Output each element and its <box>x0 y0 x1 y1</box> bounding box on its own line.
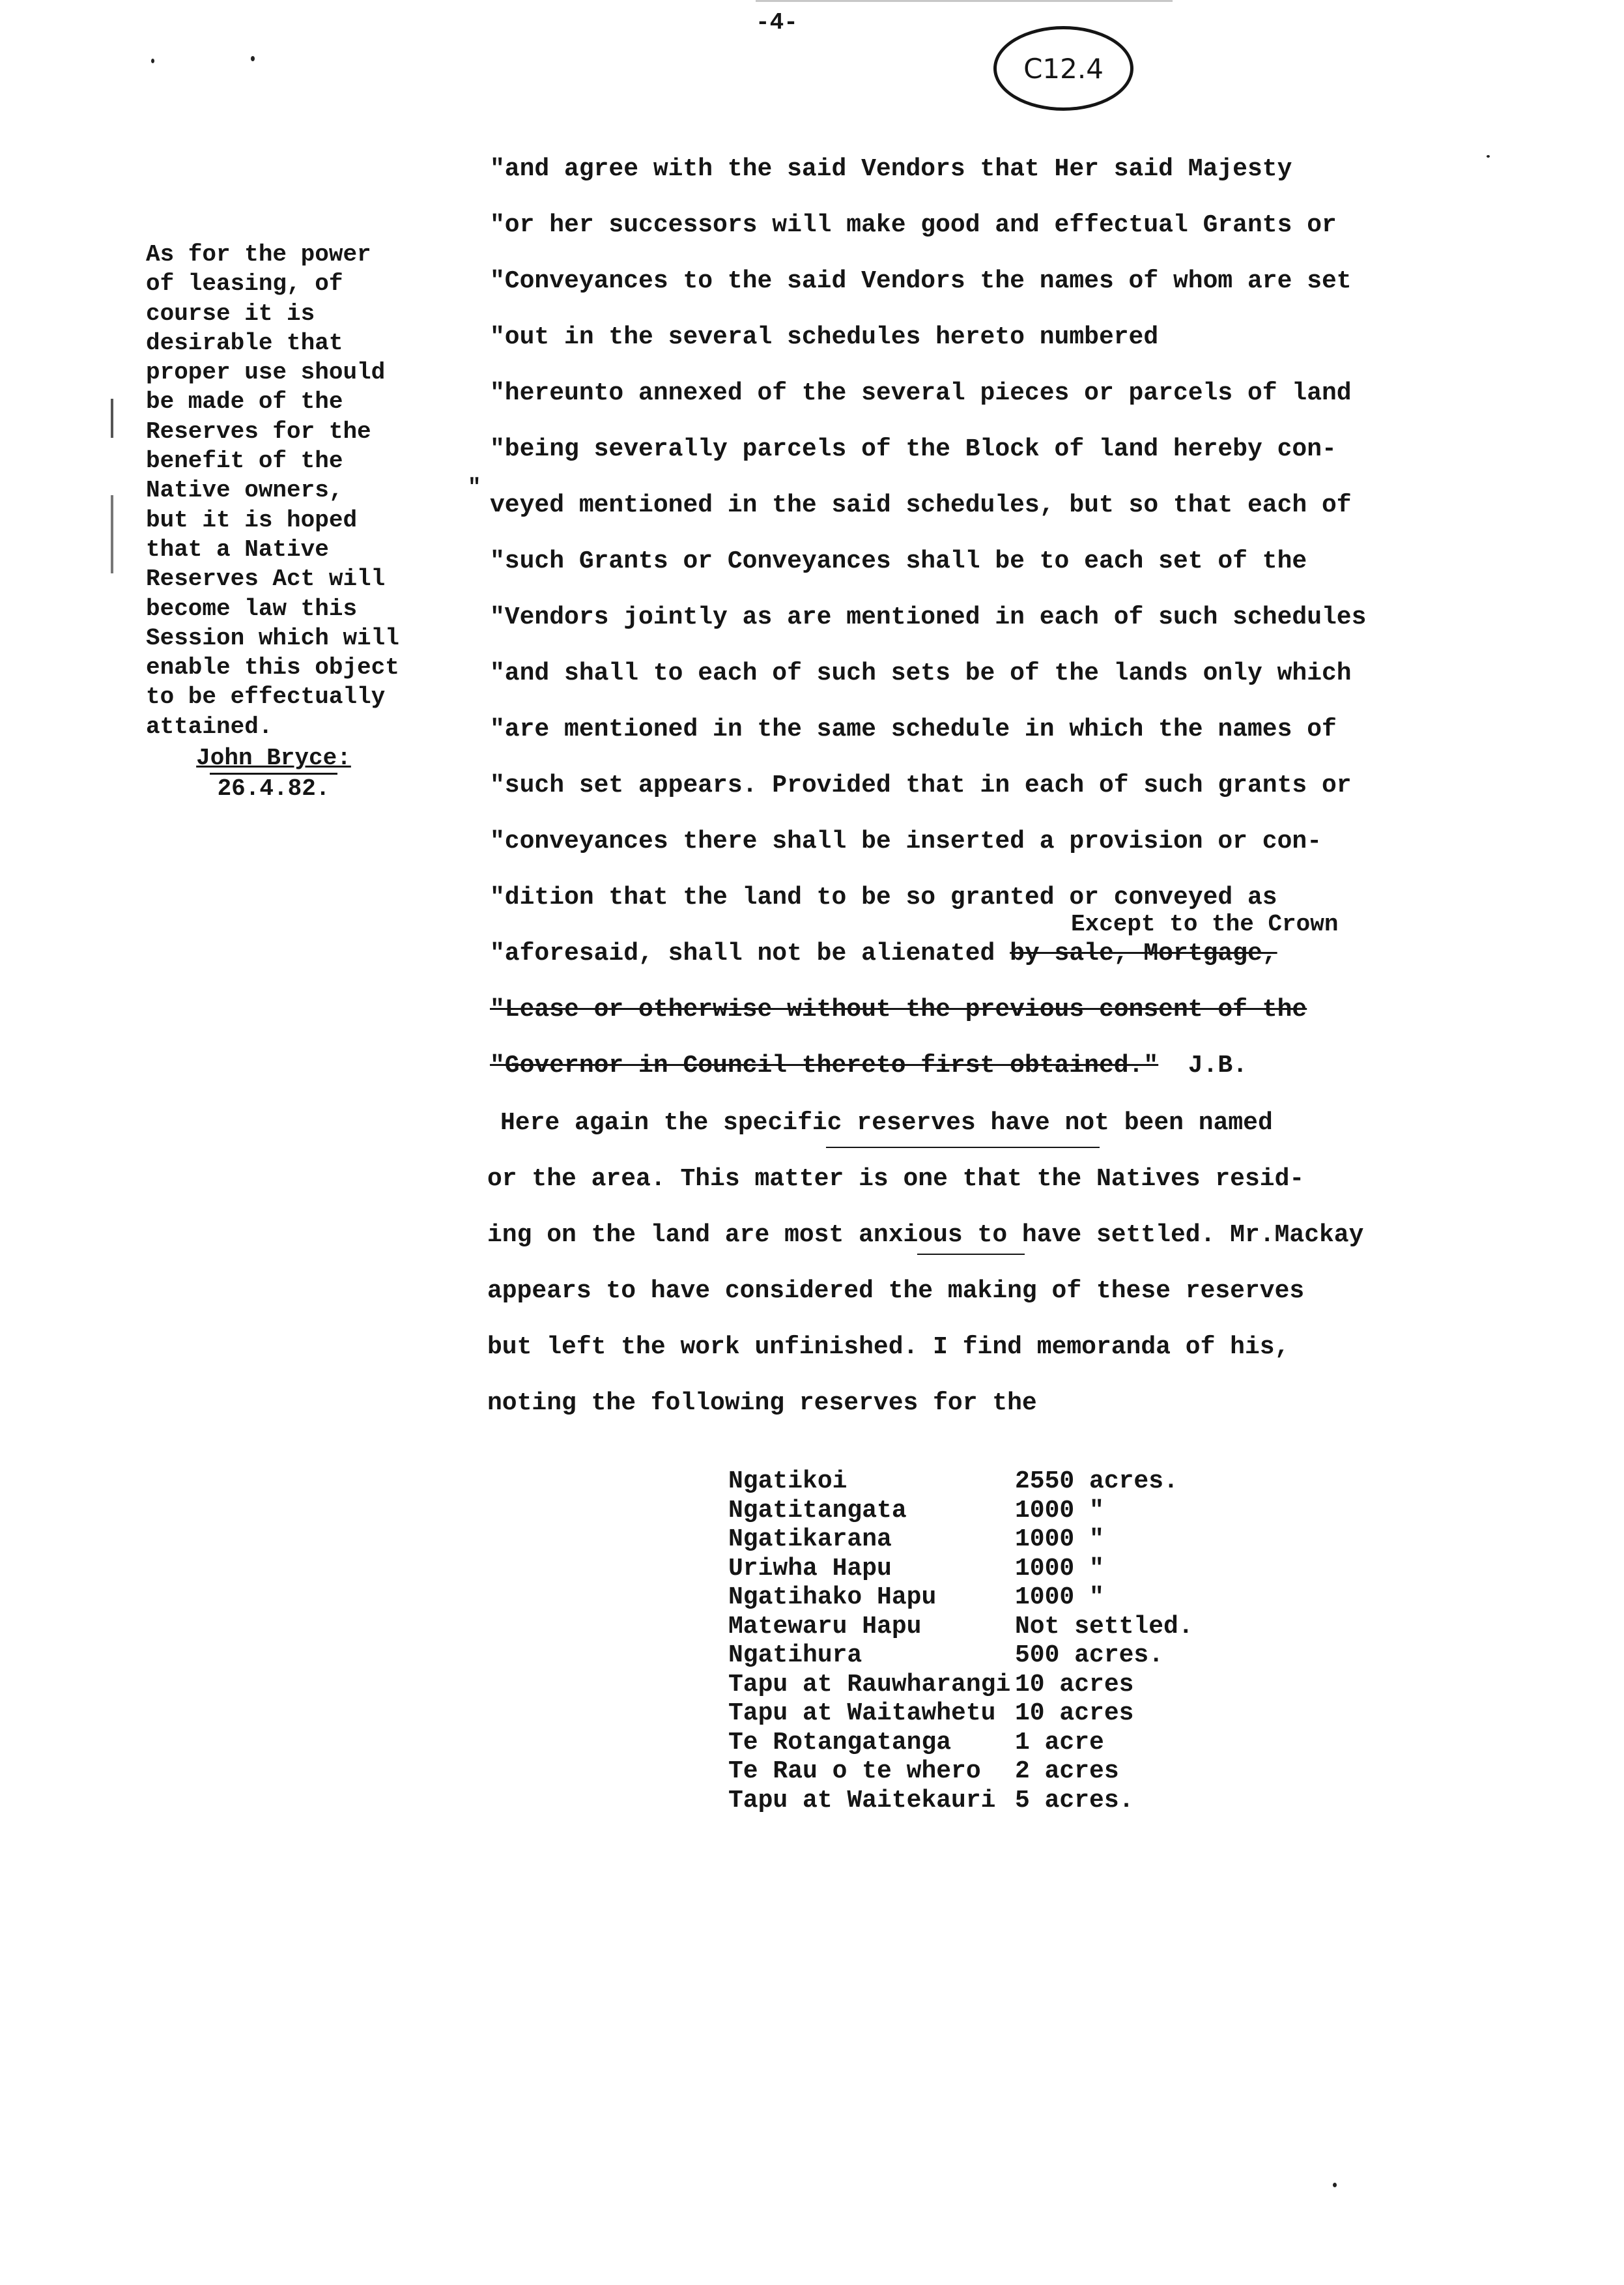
clause-line: "and agree with the said Vendors that Her said Majesty <box>490 155 1292 183</box>
clause-line: "hereunto annexed of the several pieces or parcels of land <box>490 379 1352 407</box>
clause-line: "dition that the land to be so granted or conveyed as <box>490 884 1277 912</box>
reserve-area: 1 acre <box>1015 1728 1104 1757</box>
reserve-area: 5 acres. <box>1015 1786 1134 1815</box>
pencil-underline <box>826 1147 1100 1148</box>
paragraph-line: Here again the specific reserves have not been named <box>500 1109 1273 1137</box>
clause-line-amended <box>490 1052 1247 1080</box>
reserve-place: Matewaru Hapu <box>728 1612 922 1641</box>
reserve-area: 1000 " <box>1015 1525 1104 1553</box>
table-row <box>728 1729 1262 1758</box>
clause-line: "out in the several schedules hereto numbered <box>490 323 1159 351</box>
table-row <box>728 1613 1262 1642</box>
scan-speck <box>111 495 113 573</box>
reserve-area: Not settled. <box>1015 1612 1193 1641</box>
margin-line: of leasing, of <box>146 270 343 298</box>
margin-line: to be effectually <box>146 683 386 711</box>
paragraph-line: ing on the land are most anxious to have settled. Mr.Mackay <box>487 1221 1364 1249</box>
clause-line: "Vendors jointly as are mentioned in each of such schedules <box>490 603 1367 631</box>
reserve-area: 10 acres <box>1015 1699 1134 1727</box>
scan-speck <box>251 56 255 61</box>
reserve-area: 1000 " <box>1015 1496 1104 1525</box>
reserve-area: 1000 " <box>1015 1554 1104 1583</box>
scan-speck <box>151 59 154 63</box>
reserve-place: Ngatikoi <box>728 1467 848 1495</box>
paragraph-line: appears to have considered the making of these reserves <box>487 1277 1305 1305</box>
table-row <box>728 1671 1262 1700</box>
reserve-place: Uriwha Hapu <box>728 1554 892 1583</box>
margin-annotation <box>146 240 485 741</box>
top-rule <box>756 0 1173 2</box>
margin-line: As for the power <box>146 241 371 268</box>
margin-line: but it is hoped <box>146 506 358 534</box>
table-row <box>728 1555 1262 1584</box>
reserve-area: 1000 " <box>1015 1583 1104 1611</box>
margin-line: become law this <box>146 595 358 622</box>
margin-line: Reserves for the <box>146 418 371 445</box>
pencil-underline <box>917 1254 1025 1255</box>
table-row <box>728 1757 1262 1787</box>
table-row <box>728 1787 1262 1816</box>
clause-line: "such Grants or Conveyances shall be to each set of the <box>490 547 1307 575</box>
paragraph-line: or the area. This matter is one that the Natives resid- <box>487 1165 1305 1193</box>
reserves-table <box>728 1467 1262 1815</box>
margin-line: that a Native <box>146 536 329 563</box>
reserve-place: Tapu at Waitekauri <box>728 1786 996 1815</box>
margin-line: enable this object <box>146 654 399 682</box>
clause-line: "are mentioned in the same schedule in which the names of <box>490 715 1337 743</box>
table-row <box>728 1699 1262 1729</box>
clause-line: "being severally parcels of the Block of land hereby con- <box>490 435 1337 463</box>
scan-speck <box>1333 2183 1337 2187</box>
table-row <box>728 1525 1262 1555</box>
margin-line: be made of the <box>146 388 343 416</box>
margin-line: course it is <box>146 300 315 327</box>
struck-text: by sale, Mortgage, <box>1010 940 1277 968</box>
table-row <box>728 1583 1262 1613</box>
reserve-area: 2550 acres. <box>1015 1467 1178 1495</box>
paragraph-line: but left the work unfinished. I find memoranda of his, <box>487 1333 1290 1361</box>
margin-line: Session which will <box>146 624 399 652</box>
margin-line: proper use should <box>146 359 386 386</box>
margin-signature <box>182 744 365 803</box>
clause-line: "or her successors will make good and effectual Grants or <box>490 211 1337 239</box>
clause-line-amended <box>490 940 1277 968</box>
paragraph-line: noting the following reserves for the <box>487 1389 1037 1417</box>
clause-line: "such set appears. Provided that in each of such grants or <box>490 771 1352 799</box>
margin-line: Native owners, <box>146 477 343 504</box>
struck-line: "Lease or otherwise without the previous consent of the <box>490 996 1307 1024</box>
scan-speck <box>111 399 113 438</box>
margin-line: attained. <box>146 713 273 740</box>
margin-line: desirable that <box>146 329 343 356</box>
reserve-place: Ngatikarana <box>728 1525 892 1553</box>
margin-quote-mark: " <box>468 476 481 500</box>
reserve-area: 10 acres <box>1015 1670 1134 1699</box>
reserve-area: 500 acres. <box>1015 1641 1164 1669</box>
reference-stamp <box>993 26 1133 111</box>
struck-text: "Governor in Council thereto first obtained." <box>490 1052 1159 1080</box>
reserve-place: Tapu at Waitawhetu <box>728 1699 996 1727</box>
reserve-area: 2 acres <box>1015 1757 1119 1785</box>
table-row <box>728 1497 1262 1526</box>
table-row <box>728 1641 1262 1671</box>
clause-line: veyed mentioned in the said schedules, but so that each of <box>490 491 1352 519</box>
clause-line: "Conveyances to the said Vendors the names of whom are set <box>490 267 1352 295</box>
clause-kept-text: "aforesaid, shall not be alienated <box>490 940 1010 968</box>
page-number: -4- <box>756 9 798 36</box>
reserve-place: Ngatihako Hapu <box>728 1583 937 1611</box>
reserve-place: Tapu at Rauwharangi <box>728 1670 1011 1699</box>
reserve-place: Ngatitangata <box>728 1496 907 1525</box>
scan-speck <box>1487 155 1490 158</box>
margin-line: Reserves Act will <box>146 566 386 593</box>
signature-name: John Bryce: <box>196 745 351 771</box>
initials: J.B. <box>1188 1052 1247 1080</box>
reference-mark: C12.4 <box>1023 52 1104 85</box>
handwritten-insertion: Except to the Crown <box>1071 911 1339 938</box>
margin-line: benefit of the <box>146 448 343 475</box>
clause-line: "and shall to each of such sets be of the lands only which <box>490 659 1352 687</box>
clause-line: "conveyances there shall be inserted a provision or con- <box>490 827 1322 855</box>
reserve-place: Te Rotangatanga <box>728 1728 952 1757</box>
reserve-place: Ngatihura <box>728 1641 862 1669</box>
table-row <box>728 1467 1262 1497</box>
reserve-place: Te Rau o te whero <box>728 1757 981 1785</box>
signature-date: 26.4.82. <box>210 773 338 803</box>
